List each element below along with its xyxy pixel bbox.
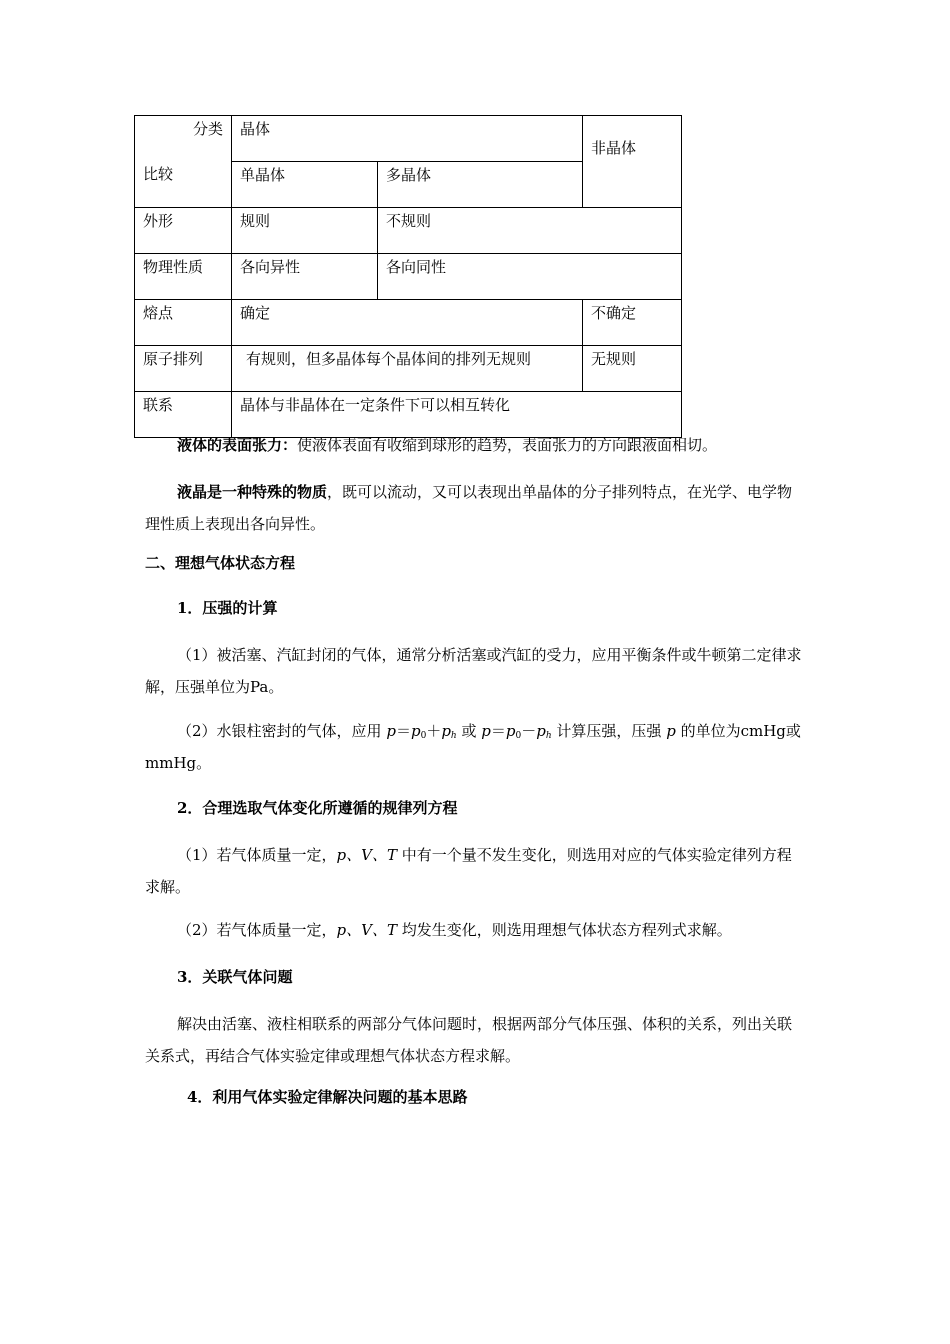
paragraph: 解决由活塞、液柱相联系的两部分气体问题时，根据两部分气体压强、体积的关系，列出关联关系式，再结合气体实验定律或理想气体状态方程求解。 [145,1015,793,1065]
text: （2）水银柱密封的气体，应用 [177,722,387,740]
paragraph-liquid-crystal [145,476,805,540]
cell: 不确定 [583,300,682,346]
row-label: 原子排列 [135,346,232,392]
paragraph [145,914,805,946]
row-label: 熔点 [135,300,232,346]
table-row [135,346,682,392]
bold-term: 液体的表面张力： [177,436,298,454]
text: （1）若气体质量一定， [177,846,337,864]
cell: 晶体与非晶体在一定条件下可以相互转化 [232,392,682,438]
cell: 有规则，但多晶体每个晶体间的排列无规则 [232,346,583,392]
text: 或 [456,722,482,740]
variables: p、V、T [336,921,402,939]
cell: 各向异性 [232,254,378,300]
text: 的单位为cmHg或mmHg。 [145,722,801,772]
header-compare: 比较 [143,165,174,183]
paragraph-surface-tension [145,429,805,461]
subsection-title: 2．合理选取气体变化所遵循的规律列方程 [177,799,458,817]
table-row [135,208,682,254]
table-corner-cell [135,116,232,208]
header-crystal: 晶体 [232,116,583,162]
bold-term: 液晶是一种特殊的物质 [177,483,328,501]
section-heading: 二、理想气体状态方程 [145,554,296,572]
header-single-crystal: 单晶体 [232,162,378,208]
row-label: 外形 [135,208,232,254]
header-category: 分类 [192,120,223,138]
paragraph [145,839,805,903]
row-label: 联系 [135,392,232,438]
cell: 各向同性 [378,254,682,300]
text: 计算压强，压强 [551,722,667,740]
subsection-title: 3．关联气体问题 [177,968,293,986]
subsection-title: 4．利用气体实验定律解决问题的基本思路 [187,1088,468,1106]
cell: 无规则 [583,346,682,392]
paragraph: （1）被活塞、汽缸封闭的气体，通常分析活塞或汽缸的受力，应用平衡条件或牛顿第二定律求解，压强单位为Pa。 [145,646,802,696]
table-row [135,300,682,346]
header-amorphous: 非晶体 [583,116,682,208]
cell: 规则 [232,208,378,254]
paragraph-text: ，既可以流动，又可以表现出单晶体的分子排列特点，在光学、电学物理性质上表现出各向异性。 [145,483,793,533]
text: 中有一个量不发生变化，则选用对应的气体实验定律列方程求解。 [145,846,792,896]
subsection-title: 1．压强的计算 [177,599,278,617]
text: （2）若气体质量一定， [177,921,337,939]
cell: 不规则 [378,208,682,254]
formula: p [386,722,396,740]
variables: p、V、T [336,846,402,864]
paragraph-mercury: （2）水银柱密封的气体，应用 $p=p_0+p_h$ 或 $p=p_0-p_h$ 计算压强，压强 p 的单位为cmHg或mmHg。 [145,722,801,772]
cell: 确定 [232,300,583,346]
row-label: 物理性质 [135,254,232,300]
paragraph-text: 使液体表面有收缩到球形的趋势，表面张力的方向跟液面相切。 [297,436,718,454]
header-polycrystal: 多晶体 [378,162,583,208]
table-row [135,254,682,300]
variable: p [666,722,676,740]
text: 均发生变化，则选用理想气体状态方程列式求解。 [401,921,732,939]
crystal-comparison-table [134,115,682,438]
